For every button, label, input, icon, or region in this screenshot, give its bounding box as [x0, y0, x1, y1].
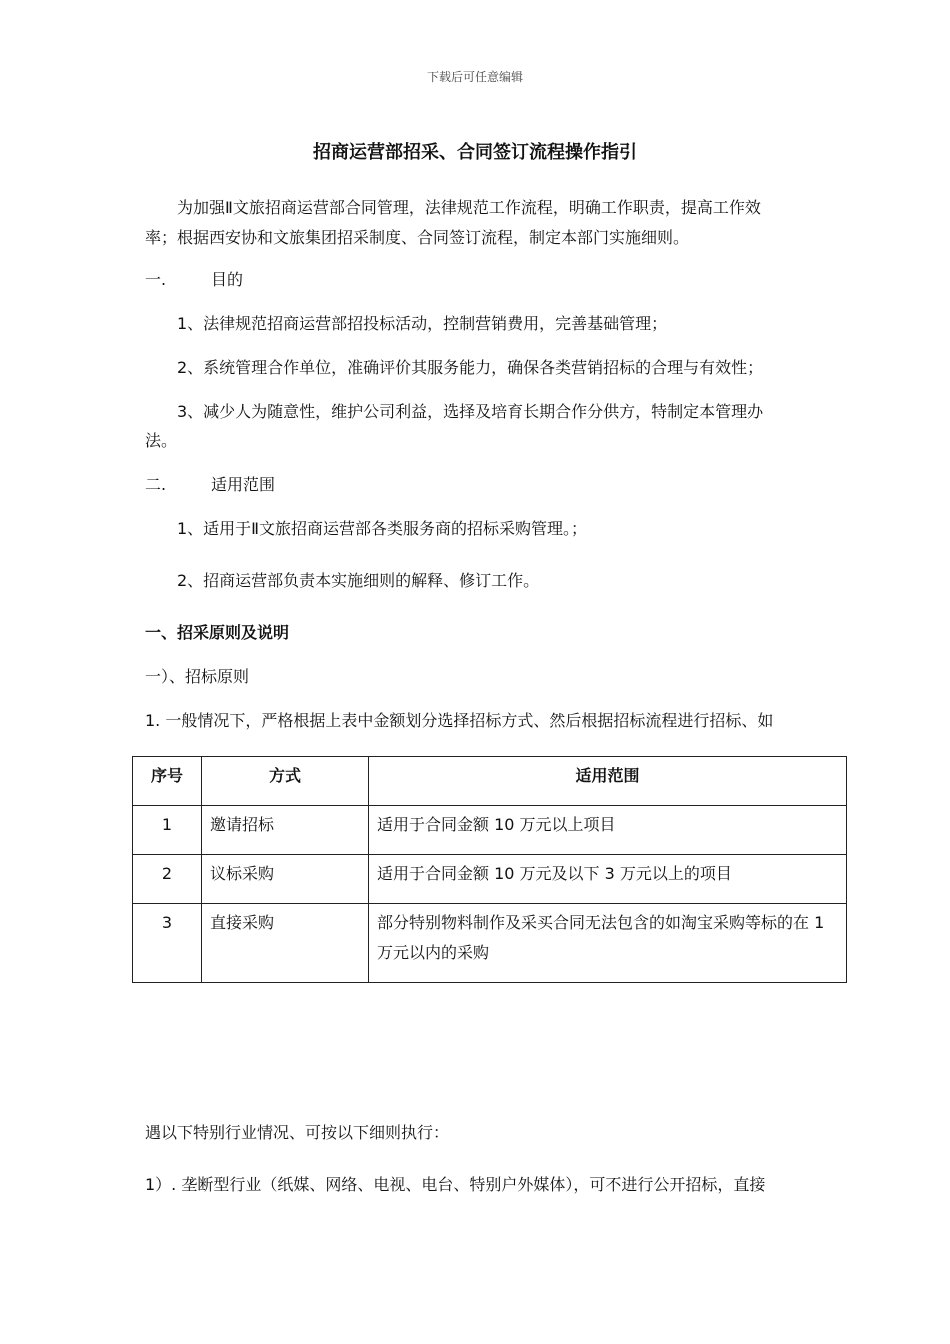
section2-item-2: 2、招商运营部负责本实施细则的解释、修订工作。 [177, 571, 540, 590]
table-cell-scope: 部分特别物料制作及采买合同无法包含的如淘宝采购等标的在 1 万元以内的采购 [369, 904, 847, 983]
table-cell-method: 议标采购 [202, 855, 369, 904]
section1-item-3-line-1: 3、减少人为随意性，维护公司利益，选择及培育长期合作分供方，特制定本管理办 [177, 402, 764, 421]
section1-number: 一. [145, 270, 167, 289]
table-header-no: 序号 [133, 757, 202, 806]
header-note: 下载后可任意编辑 [426, 70, 523, 84]
table-row [133, 855, 847, 904]
table-cell-method: 邀请招标 [202, 806, 369, 855]
section1-item-3-line-2: 法。 [145, 431, 178, 450]
section3-heading: 一、招采原则及说明 [145, 623, 290, 642]
table-header-row [133, 757, 847, 806]
section2-item-1: 1、适用于Ⅱ文旅招商运营部各类服务商的招标采购管理。； [177, 519, 588, 538]
table-cell-no: 3 [133, 904, 202, 983]
procurement-table [132, 756, 847, 983]
table-row [133, 904, 847, 983]
table-header-scope: 适用范围 [369, 757, 847, 806]
section2-number: 二. [145, 475, 167, 494]
intro-line-1: 为加强Ⅱ文旅招商运营部合同管理，法律规范工作流程，明确工作职责，提高工作效 [177, 198, 761, 217]
section1-item-2: 2、系统管理合作单位，准确评价其服务能力，确保各类营销招标的合理与有效性； [177, 358, 764, 377]
document-title: 招商运营部招采、合同签订流程操作指引 [313, 142, 637, 163]
table-cell-no: 1 [133, 806, 202, 855]
table-cell-scope: 适用于合同金额 10 万元以上项目 [369, 806, 847, 855]
intro-line-2: 率；根据西安协和文旅集团招采制度、合同签订流程，制定本部门实施细则。 [145, 228, 690, 247]
footer-line-2: 1）. 垄断型行业（纸媒、网络、电视、电台、特别户外媒体），可不进行公开招标，直接 [145, 1175, 766, 1194]
section1-item-1: 1、法律规范招商运营部招投标活动，控制营销费用，完善基础管理； [177, 314, 668, 333]
table-row [133, 806, 847, 855]
section2-heading: 适用范围 [211, 475, 276, 494]
footer-line-1: 遇以下特别行业情况、可按以下细则执行： [145, 1123, 450, 1142]
table-cell-no: 2 [133, 855, 202, 904]
section3-line: 1. 一般情况下，严格根据上表中金额划分选择招标方式、然后根据招标流程进行招标、如 [145, 711, 774, 730]
table-header-method: 方式 [202, 757, 369, 806]
table-cell-scope: 适用于合同金额 10 万元及以下 3 万元以上的项目 [369, 855, 847, 904]
table-cell-method: 直接采购 [202, 904, 369, 983]
section1-heading: 目的 [211, 270, 244, 289]
section3-subheading: 一）、招标原则 [145, 667, 250, 686]
